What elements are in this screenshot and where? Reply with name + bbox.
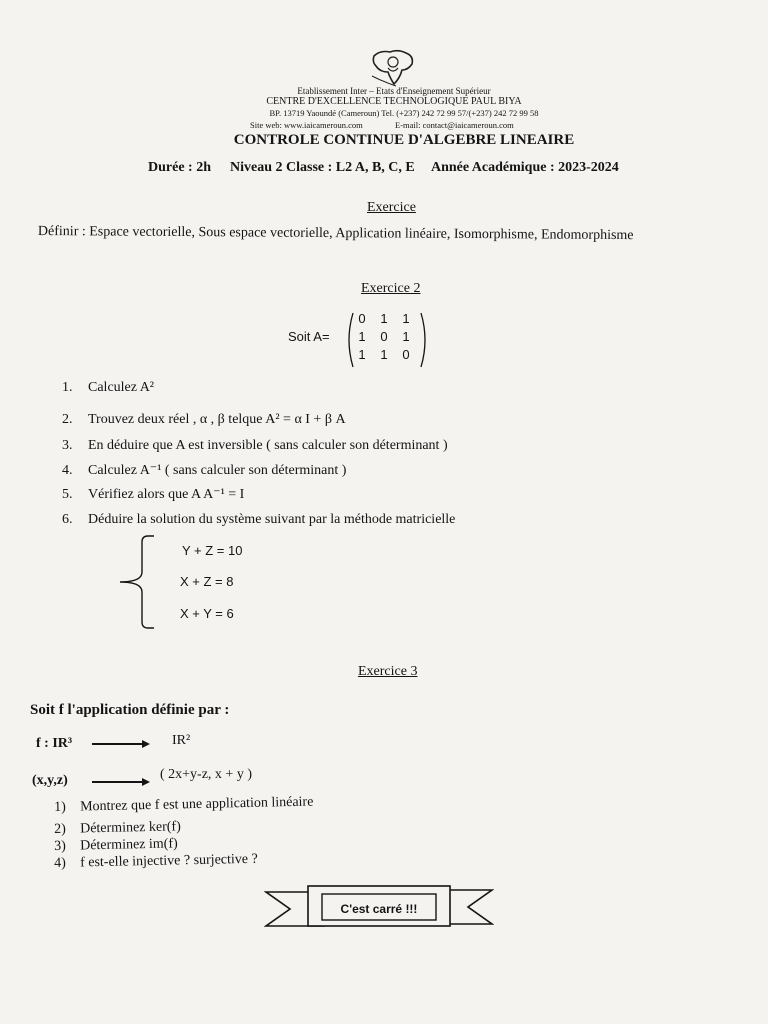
question-text: f est-elle injective ? surjective ? bbox=[79, 851, 258, 871]
question-text: Déterminez ker(f) bbox=[79, 819, 181, 837]
matrix-entry: 0 bbox=[380, 329, 388, 344]
header-line-2: CENTRE D'EXCELLENCE TECHNOLOGIQUE PAUL BIYA bbox=[266, 96, 522, 107]
matrix-entries bbox=[351, 312, 417, 362]
ex3-question-1: 1) Montrez que f est une application linéaire bbox=[54, 794, 314, 815]
matrix-entry: 1 bbox=[402, 311, 410, 326]
question-text: Montrez que f est une application linéaire bbox=[79, 794, 314, 815]
exam-meta bbox=[148, 160, 619, 176]
question-5: 5. Vérifiez alors que A A⁻¹ = I bbox=[62, 487, 245, 502]
map-codomain: IR² bbox=[172, 733, 191, 748]
question-text: Trouvez deux réel , α , β telque A² = α I + β A bbox=[88, 412, 346, 427]
header-line-4 bbox=[250, 120, 514, 130]
institution-logo bbox=[366, 48, 420, 88]
exercice-3-title: Exercice 3 bbox=[358, 664, 418, 679]
question-2: 2. Trouvez deux réel , α , β telque A² = α I + β A bbox=[62, 412, 346, 427]
question-3: 3. En déduire que A est inversible ( sans calculer son déterminant ) bbox=[62, 438, 448, 453]
exercice-3-intro: Soit f l'application définie par : bbox=[30, 702, 230, 718]
matrix-a bbox=[344, 312, 430, 368]
question-text: Calculez A² bbox=[88, 380, 155, 395]
header-website: Site web: www.iaicameroun.com bbox=[250, 120, 363, 130]
ex3-question-4: 4) f est-elle injective ? surjective ? bbox=[54, 851, 258, 871]
matrix-entry: 0 bbox=[402, 347, 410, 362]
header-line-3: BP. 13719 Yaoundé (Cameroun) Tel. (+237) 242 72 99 57/(+237) 242 72 99 58 bbox=[269, 108, 539, 118]
matrix-right-bracket bbox=[420, 312, 430, 368]
map-domain: f : IR³ bbox=[36, 736, 73, 751]
matrix-entry: 0 bbox=[358, 311, 366, 326]
system-equation-3: X + Y = 6 bbox=[180, 606, 234, 621]
question-text: Vérifiez alors que A A⁻¹ = I bbox=[88, 487, 245, 502]
map-variable: (x,y,z) bbox=[32, 773, 68, 788]
matrix-entry: 1 bbox=[402, 329, 410, 344]
matrix-entry: 1 bbox=[358, 347, 366, 362]
question-text: Déterminez im(f) bbox=[79, 836, 178, 854]
question-6: 6. Déduire la solution du système suivant par la méthode matricielle bbox=[62, 512, 456, 527]
matrix-entry: 1 bbox=[380, 311, 388, 326]
map-image: ( 2x+y-z, x + y ) bbox=[160, 767, 252, 782]
exercice-2-title: Exercice 2 bbox=[361, 281, 421, 296]
ex3-question-3: 3) Déterminez im(f) bbox=[54, 836, 178, 854]
question-text: Déduire la solution du système suivant par la méthode matricielle bbox=[88, 512, 456, 527]
system-brace bbox=[118, 534, 168, 634]
question-4: 4. Calculez A⁻¹ ( sans calculer son déterminant ) bbox=[62, 463, 347, 478]
question-1: 1. Calculez A² bbox=[62, 380, 155, 395]
page-title: CONTROLE CONTINUE D'ALGEBRE LINEAIRE bbox=[233, 132, 575, 148]
system-equation-2: X + Z = 8 bbox=[180, 574, 234, 589]
exam-duration: Durée : 2h bbox=[148, 160, 211, 175]
header-line-1: Etablissement Inter – Etats d'Enseignement Supérieur bbox=[297, 86, 491, 96]
exam-year: Année Académique : 2023-2024 bbox=[430, 160, 619, 175]
exercice-1-title: Exercice bbox=[367, 200, 416, 215]
exercice-1-definir: Définir : Espace vectorielle, Sous espace vectorielle, Application linéaire, Isomorphisme, Endomorphisme bbox=[37, 224, 634, 244]
matrix-entry: 1 bbox=[358, 329, 366, 344]
question-text: Calculez A⁻¹ ( sans calculer son déterminant ) bbox=[88, 463, 347, 478]
ex3-question-2: 2) Déterminez ker(f) bbox=[54, 819, 181, 837]
matrix-label: Soit A= bbox=[288, 329, 330, 344]
system-equation-1: Y + Z = 10 bbox=[182, 543, 243, 558]
exam-level: Niveau 2 Classe : L2 A, B, C, E bbox=[230, 160, 415, 175]
map-arrow-1 bbox=[90, 738, 154, 750]
question-text: En déduire que A est inversible ( sans calculer son déterminant ) bbox=[88, 438, 448, 453]
matrix-entry: 1 bbox=[380, 347, 388, 362]
header-email: E-mail: contact@iaicameroun.com bbox=[395, 120, 514, 130]
footer-banner-text: C'est carré !!! bbox=[340, 902, 418, 916]
map-arrow-2 bbox=[90, 776, 154, 788]
